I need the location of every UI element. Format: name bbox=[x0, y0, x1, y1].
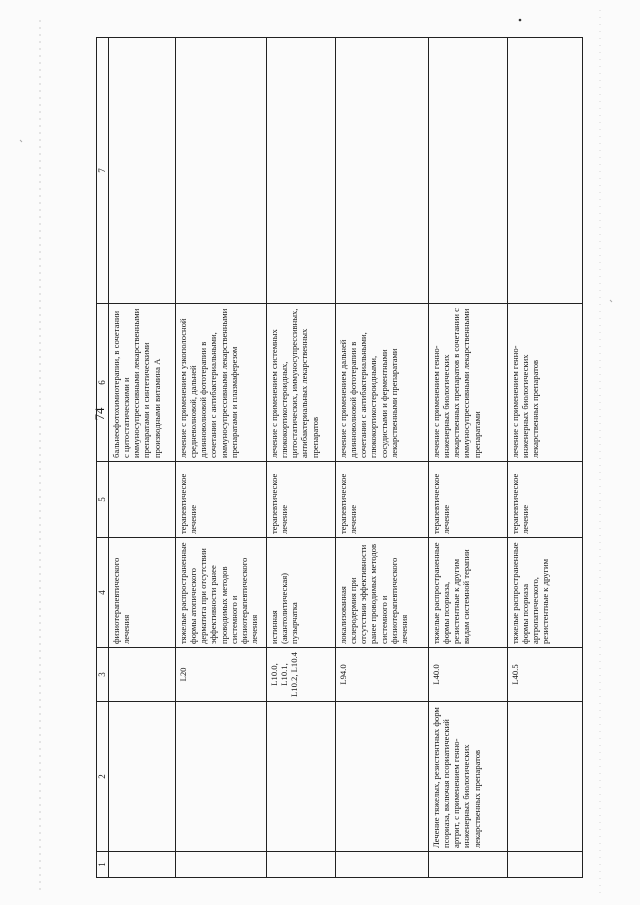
cost-cell bbox=[176, 38, 267, 304]
patient-model-cell: тяжелые распространенные формы атопического дерматита при отсутствии эффективности ранее проводимых методов системного и физиотерапевтического лечения bbox=[176, 538, 267, 648]
icd-code-cell: L10.0, L10.1, L10.2, L10.4 bbox=[267, 648, 336, 702]
column-number-3: 3 bbox=[97, 648, 109, 702]
cost-cell bbox=[267, 38, 336, 304]
service-name-cell: Лечение тяжелых, резистентных форм псориаза, включая псориатический артрит, с применением генно-инженерных биологических лекарственных препаратов bbox=[429, 702, 508, 852]
treatment-type-cell: терапевтическое лечение bbox=[267, 462, 336, 538]
icd-code-cell: L20 bbox=[176, 648, 267, 702]
icd-code-cell: L40.5 bbox=[508, 648, 583, 702]
column-number-7: 7 bbox=[97, 38, 109, 304]
service-name-cell bbox=[109, 702, 176, 852]
treatment-method-cell: лечение с применением генно-инженерных биологических лекарственных препаратов в сочетании с иммуносупрессивными лекарственными препаратами bbox=[429, 304, 508, 462]
treatment-type-cell: терапевтическое лечение bbox=[336, 462, 429, 538]
row-index-cell bbox=[109, 852, 176, 878]
row-index-cell bbox=[336, 852, 429, 878]
treatment-type-cell: терапевтическое лечение bbox=[176, 462, 267, 538]
column-number-6: 6 bbox=[97, 304, 109, 462]
patient-model-cell: тяжелые распространенные формы псориаза, резистентные к другим видам системной терапии bbox=[429, 538, 508, 648]
rotated-table-container bbox=[96, 38, 640, 878]
treatment-method-cell: бальнеофотохимиотерапии, в сочетании с цитостатическими и иммуносупрессивными лекарственными препаратами и синтетическими производными витамина А bbox=[109, 304, 176, 462]
table-row bbox=[176, 38, 267, 878]
row-index-cell bbox=[267, 852, 336, 878]
row-index-cell bbox=[176, 852, 267, 878]
cost-cell bbox=[109, 38, 176, 304]
table-row bbox=[109, 38, 176, 878]
row-index-cell bbox=[508, 852, 583, 878]
cost-cell bbox=[429, 38, 508, 304]
services-table bbox=[96, 37, 583, 878]
patient-model-cell: истинная (акантолитическая) пузырчатка bbox=[267, 538, 336, 648]
column-number-2: 2 bbox=[97, 702, 109, 852]
table-row bbox=[267, 38, 336, 878]
patient-model-cell: физиотерапевтического лечения bbox=[109, 538, 176, 648]
column-number-1: 1 bbox=[97, 852, 109, 878]
treatment-method-cell: лечение с применением системных глюкокортикостероидных, цитостатических, иммуносупрессивных, антибактериальных лекарственных препаратов bbox=[267, 304, 336, 462]
column-number-4: 4 bbox=[97, 538, 109, 648]
cost-cell bbox=[336, 38, 429, 304]
treatment-type-cell: терапевтическое лечение bbox=[429, 462, 508, 538]
table-row bbox=[508, 38, 583, 878]
page-number: 74 bbox=[92, 407, 107, 421]
service-name-cell bbox=[267, 702, 336, 852]
service-name-cell bbox=[336, 702, 429, 852]
table-row bbox=[429, 38, 508, 878]
icd-code-cell: L40.0 bbox=[429, 648, 508, 702]
treatment-method-cell: лечение с применением генно-инженерных биологических лекарственных препаратов bbox=[508, 304, 583, 462]
icd-code-cell bbox=[109, 648, 176, 702]
treatment-type-cell: терапевтическое лечение bbox=[508, 462, 583, 538]
patient-model-cell: тяжелые распространенные формы псориаза артропатического, резистентные к другим bbox=[508, 538, 583, 648]
service-name-cell bbox=[508, 702, 583, 852]
treatment-method-cell: лечение с применением узкополосной средневолновой, дальней длинноволновой фототерапии в сочетании с антибактериальными, иммуносупрессивными лекарственными препаратами и плазмаферезом bbox=[176, 304, 267, 462]
table-row bbox=[336, 38, 429, 878]
treatment-type-cell bbox=[109, 462, 176, 538]
treatment-method-cell: лечение с применением дальней длинноволновой фототерапии в сочетании с антибактериальными, глюкокортикостероидными, сосудистыми и ферментными лекарственными препаратами bbox=[336, 304, 429, 462]
service-name-cell bbox=[176, 702, 267, 852]
patient-model-cell: локализованная склеродермия при отсутствии эффективности ранее проводимых методов системного и физиотерапевтического лечения bbox=[336, 538, 429, 648]
icd-code-cell: L94.0 bbox=[336, 648, 429, 702]
column-number-5: 5 bbox=[97, 462, 109, 538]
column-number-row bbox=[97, 38, 109, 878]
row-index-cell bbox=[429, 852, 508, 878]
cost-cell bbox=[508, 38, 583, 304]
